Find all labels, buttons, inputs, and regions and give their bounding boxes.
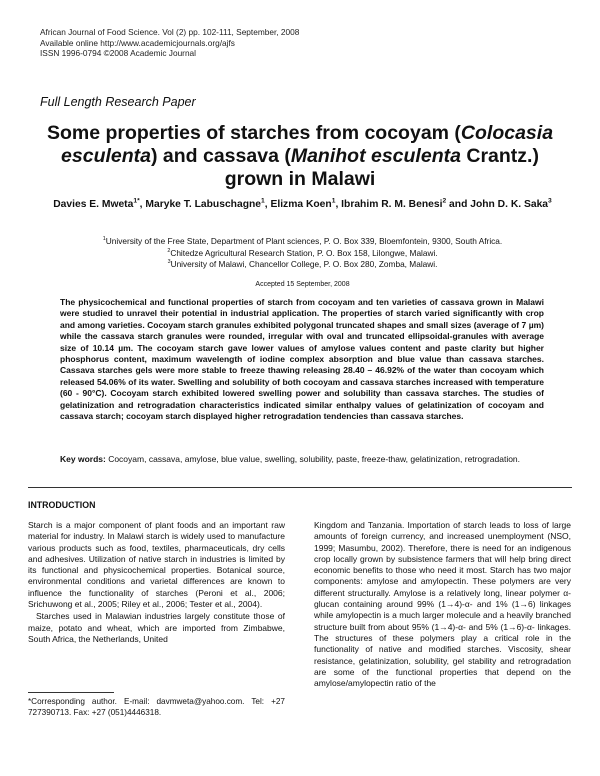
affiliation <box>40 259 565 271</box>
paragraph: Starches used in Malawian industries largely constitute those of maize, potato and wheat, which are imported from Zimbabwe, South Africa, the Netherlands, United <box>28 611 285 644</box>
keywords-label: Key words: <box>60 454 106 464</box>
affiliation-text: University of the Free State, Department of Plant sciences, P. O. Box 339, Bloemfontein, 9300, South Africa. <box>105 236 503 246</box>
author-separator: and <box>446 199 471 210</box>
affiliation-text: Chitedze Agricultural Research Station, P. O. Box 158, Lilongwe, Malawi. <box>170 247 438 258</box>
affiliation-sup: 3 <box>167 259 171 266</box>
author-separator: , <box>139 199 146 210</box>
journal-issn: ISSN 1996-0794 ©2008 Academic Journal <box>40 48 197 59</box>
author-name: John D. K. Saka <box>470 199 549 210</box>
abstract: The physicochemical and functional properties of starch from cocoyam and ten varieties of cassava grown in Malawi were studied to unravel their potential in industrial application. The properties of starch varied significantly with crop and among varieties. Cocoyam starch granules exhibited polygonal truncated shapes and small sizes (average of 7 µm) while the cassava starch granules were rounded, irregular with oval and truncated ellipsoidal-granules with average size of 10.14 µm. The cocoyam starch gave lower values of amylose values content and paste clarity but higher phosphorus content, maximum wavelength of iodine complex absorption and blue value than cassava starches. Cassava starches gels were more stable to freeze thawing releasing 28.40 – 46.92% of the water than cocoyam which released 54.06% of its water. Swelling and solubility of both cocoyam and cassava starches increased with temperature (60 - 90°C). Cocoyam starch exhibited lowered swelling power and solubility than cassava starches. The studies of gelatinization and retrogradation characteristics indicated similar enthalpy values of gelatinization of cocoyam and cassava starch; cocoyam starch displayed higher retrogradation tendencies than cassava starches. <box>60 297 544 422</box>
author-separator: , <box>335 199 342 210</box>
footnote-divider <box>28 692 114 693</box>
author-name: Maryke T. Labuschagne <box>145 199 261 210</box>
affiliation <box>40 248 565 260</box>
affiliation-text: University of Malawi, Chancellor College, P. O. Box 280, Zomba, Malawi. <box>170 259 438 269</box>
title-part-1: Some properties of starches from cocoyam ( <box>46 122 461 144</box>
author-sup: 1 <box>261 197 265 205</box>
journal-url: Available online http://www.academicjournals.org/ajfs <box>40 37 235 48</box>
author-sup: 3 <box>548 197 552 205</box>
affiliations <box>40 236 565 271</box>
body-column-left <box>28 520 285 645</box>
affiliation <box>40 236 565 248</box>
journal-header <box>40 27 299 59</box>
section-divider <box>28 487 572 488</box>
title-species-1: Colocasia esculenta <box>61 122 554 167</box>
affiliation-sup: 2 <box>167 247 171 254</box>
author-separator: , <box>264 199 271 210</box>
corresponding-author-footnote: *Corresponding author. E-mail: davmweta@yahoo.com. Tel: +27 727390713. Fax: +27 (051)4446318. <box>28 697 285 718</box>
author-name: Davies E. Mweta <box>53 199 134 210</box>
journal-citation: African Journal of Food Science. Vol (2) pp. 102-111, September, 2008 <box>40 27 300 37</box>
body-column-right <box>314 520 571 689</box>
title-part-2: ) and cassava ( <box>151 145 291 167</box>
title-part-3: Crantz.) grown in Malawi <box>224 145 539 190</box>
section-heading: INTRODUCTION <box>28 500 96 510</box>
author-sup: 2 <box>442 197 447 205</box>
author-sup: 1 <box>331 197 336 205</box>
affiliation-sup: 1 <box>102 236 106 243</box>
accepted-date: Accepted 15 September, 2008 <box>255 281 350 288</box>
paper-type: Full Length Research Paper <box>40 95 196 109</box>
keywords-text: Cocoyam, cassava, amylose, blue value, swelling, solubility, paste, freeze-thaw, gelatinization, retrogradation. <box>105 454 521 464</box>
paragraph: Kingdom and Tanzania. Importation of starch leads to loss of large amounts of foreign currency, and increased unemployment (NSO, 1999; Masumbu, 2002). Therefore, there is need for an indigenous crop locally grown by subsistence farmers that will help bring direct economic benefits to those who need it most. Starch has two major components: amylose and amylopectin. These polymers are very different structurally. Amylose is a relatively long, linear polymer α-glucan containing around 99% (1→4)-α- and 1% (1→6) linkages while amylopectin is a much larger molecule and a heavily branched structure built from about 95% (1→4)-α- and 5% (1→6)-α- linkages. The structures of these polymers play a critical role in the functionality of native and modified starches. Viscosity, shear resistance, gelatinization, solubility, gel stability and retrogradation are some of the functional properties that depend on the amylose/amylopectin ratio of the <box>314 520 571 689</box>
author-name: Elizma Koen <box>270 199 332 210</box>
title-species-2: Manihot esculenta <box>290 145 461 167</box>
author-sup: 1* <box>133 197 140 205</box>
author-name: Ibrahim R. M. Benesi <box>341 199 443 210</box>
paper-title <box>30 122 570 191</box>
keywords <box>60 454 544 465</box>
paragraph: Starch is a major component of plant foods and an important raw material for industry. In Malawi starch is widely used to manufacture various products such as food, textiles, pharmaceuticals, dry cells and adhesives. Utilization of native starch in industries is limited by its functional and physicochemical properties. Botanical source, environmental conditions and varietal differences are known to influence the functionality of starches (Peroni et al., 2006; Srichuwong et al., 2005; Riley et al., 2006; Tester et al., 2004). <box>28 520 285 610</box>
author-list <box>40 198 565 212</box>
